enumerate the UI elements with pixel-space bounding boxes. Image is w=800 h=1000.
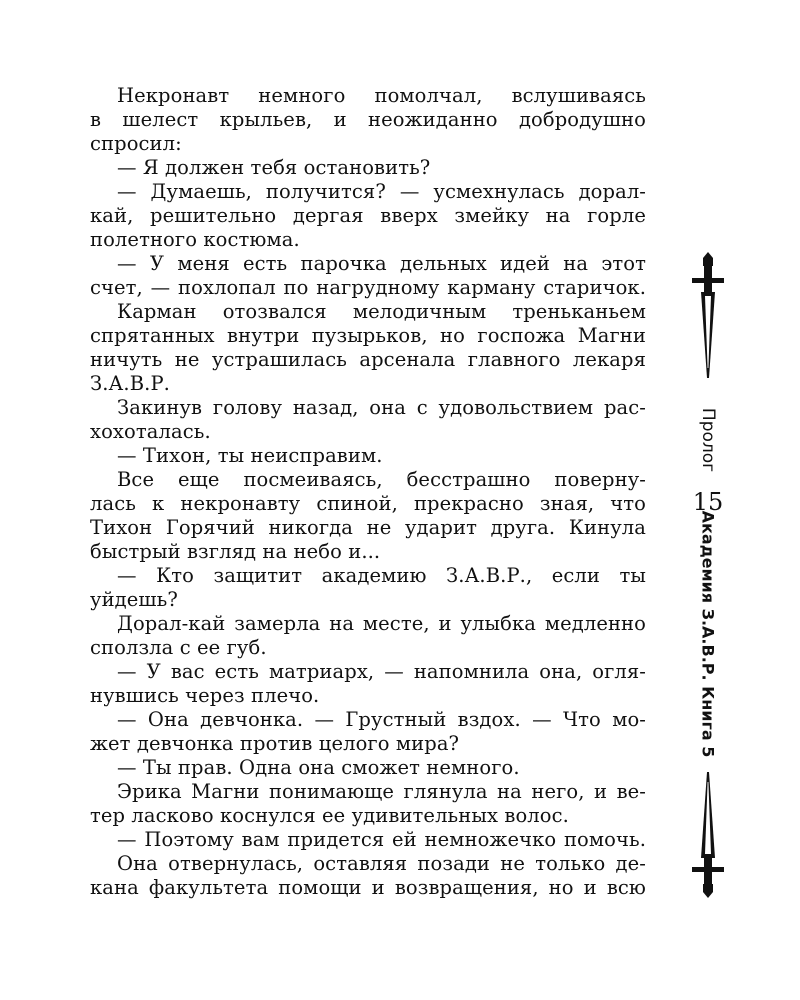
chapter-title: Пролог (698, 407, 718, 473)
text-line: — Она девчонка. — Грустный вздох. — Что мо- (117, 708, 646, 731)
dagger-ornament-top-icon (690, 250, 726, 380)
text-line: Она отвернулась, оставляя позади не только де- (117, 852, 646, 875)
text-line: — Я должен тебя остановить? (117, 156, 431, 179)
text-line: — Поэтому вам придется ей немножечко помочь. (117, 828, 646, 851)
text-line: — Думаешь, получится? — усмехнулась дорал- (117, 180, 646, 203)
text-line: — У вас есть матриарх, — напомнила она, огля- (117, 660, 646, 683)
text-line: Карман отозвался мелодичным треньканьем (117, 300, 646, 323)
text-line: лась к некронавту спиной, прекрасно зная, что (90, 492, 646, 515)
text-line: полетного костюма. (90, 228, 300, 251)
book-title: Академия З.А.В.Р. Книга 5 (698, 510, 718, 758)
text-line: быстрый взгляд на небо и... (90, 540, 381, 563)
text-line: уйдешь? (90, 588, 178, 611)
text-line: Дорал-кай замерла на месте, и улыбка медленно (117, 612, 646, 635)
text-line: — Тихон, ты неисправим. (117, 444, 383, 467)
text-line: жет девчонка против целого мира? (90, 732, 460, 755)
text-line: кана факультета помощи и возвращения, но и всю (90, 876, 646, 899)
text-line: тер ласково коснулся ее удивительных волос. (90, 804, 569, 827)
page-number: 15 (692, 488, 724, 516)
text-line: — У меня есть парочка дельных идей на этот (117, 252, 646, 275)
text-line: Некронавт немного помолчал, вслушиваясь (117, 84, 646, 107)
text-line: хохоталась. (90, 420, 211, 443)
running-head-sidebar (668, 250, 748, 890)
page-body-text (90, 84, 646, 900)
text-line: ничуть не устрашилась арсенала главного лекаря (90, 348, 646, 371)
text-line: З.А.В.Р. (90, 372, 170, 395)
text-line: спросил: (90, 132, 182, 155)
text-line: Тихон Горячий никогда не ударит друга. Кинула (90, 516, 646, 539)
text-line: Закинув голову назад, она с удовольствием рас- (117, 396, 646, 419)
text-line: — Кто защитит академию З.А.В.Р., если ты (117, 564, 646, 587)
text-line: Все еще посмеиваясь, бесстрашно поверну- (117, 468, 646, 491)
text-line: Эрика Магни понимающе глянула на него, и ве- (117, 780, 646, 803)
dagger-ornament-bottom-icon (690, 770, 726, 900)
text-line: — Ты прав. Одна она сможет немного. (117, 756, 520, 779)
text-line: нувшись через плечо. (90, 684, 320, 707)
text-line: счет, — похлопал по нагрудному карману старичок. (90, 276, 646, 299)
text-line: сползла с ее губ. (90, 636, 267, 659)
text-line: спрятанных внутри пузырьков, но госпожа Магни (90, 324, 646, 347)
text-line: кай, решительно дергая вверх змейку на горле (90, 204, 646, 227)
text-line: в шелест крыльев, и неожиданно добродушно (90, 108, 646, 131)
